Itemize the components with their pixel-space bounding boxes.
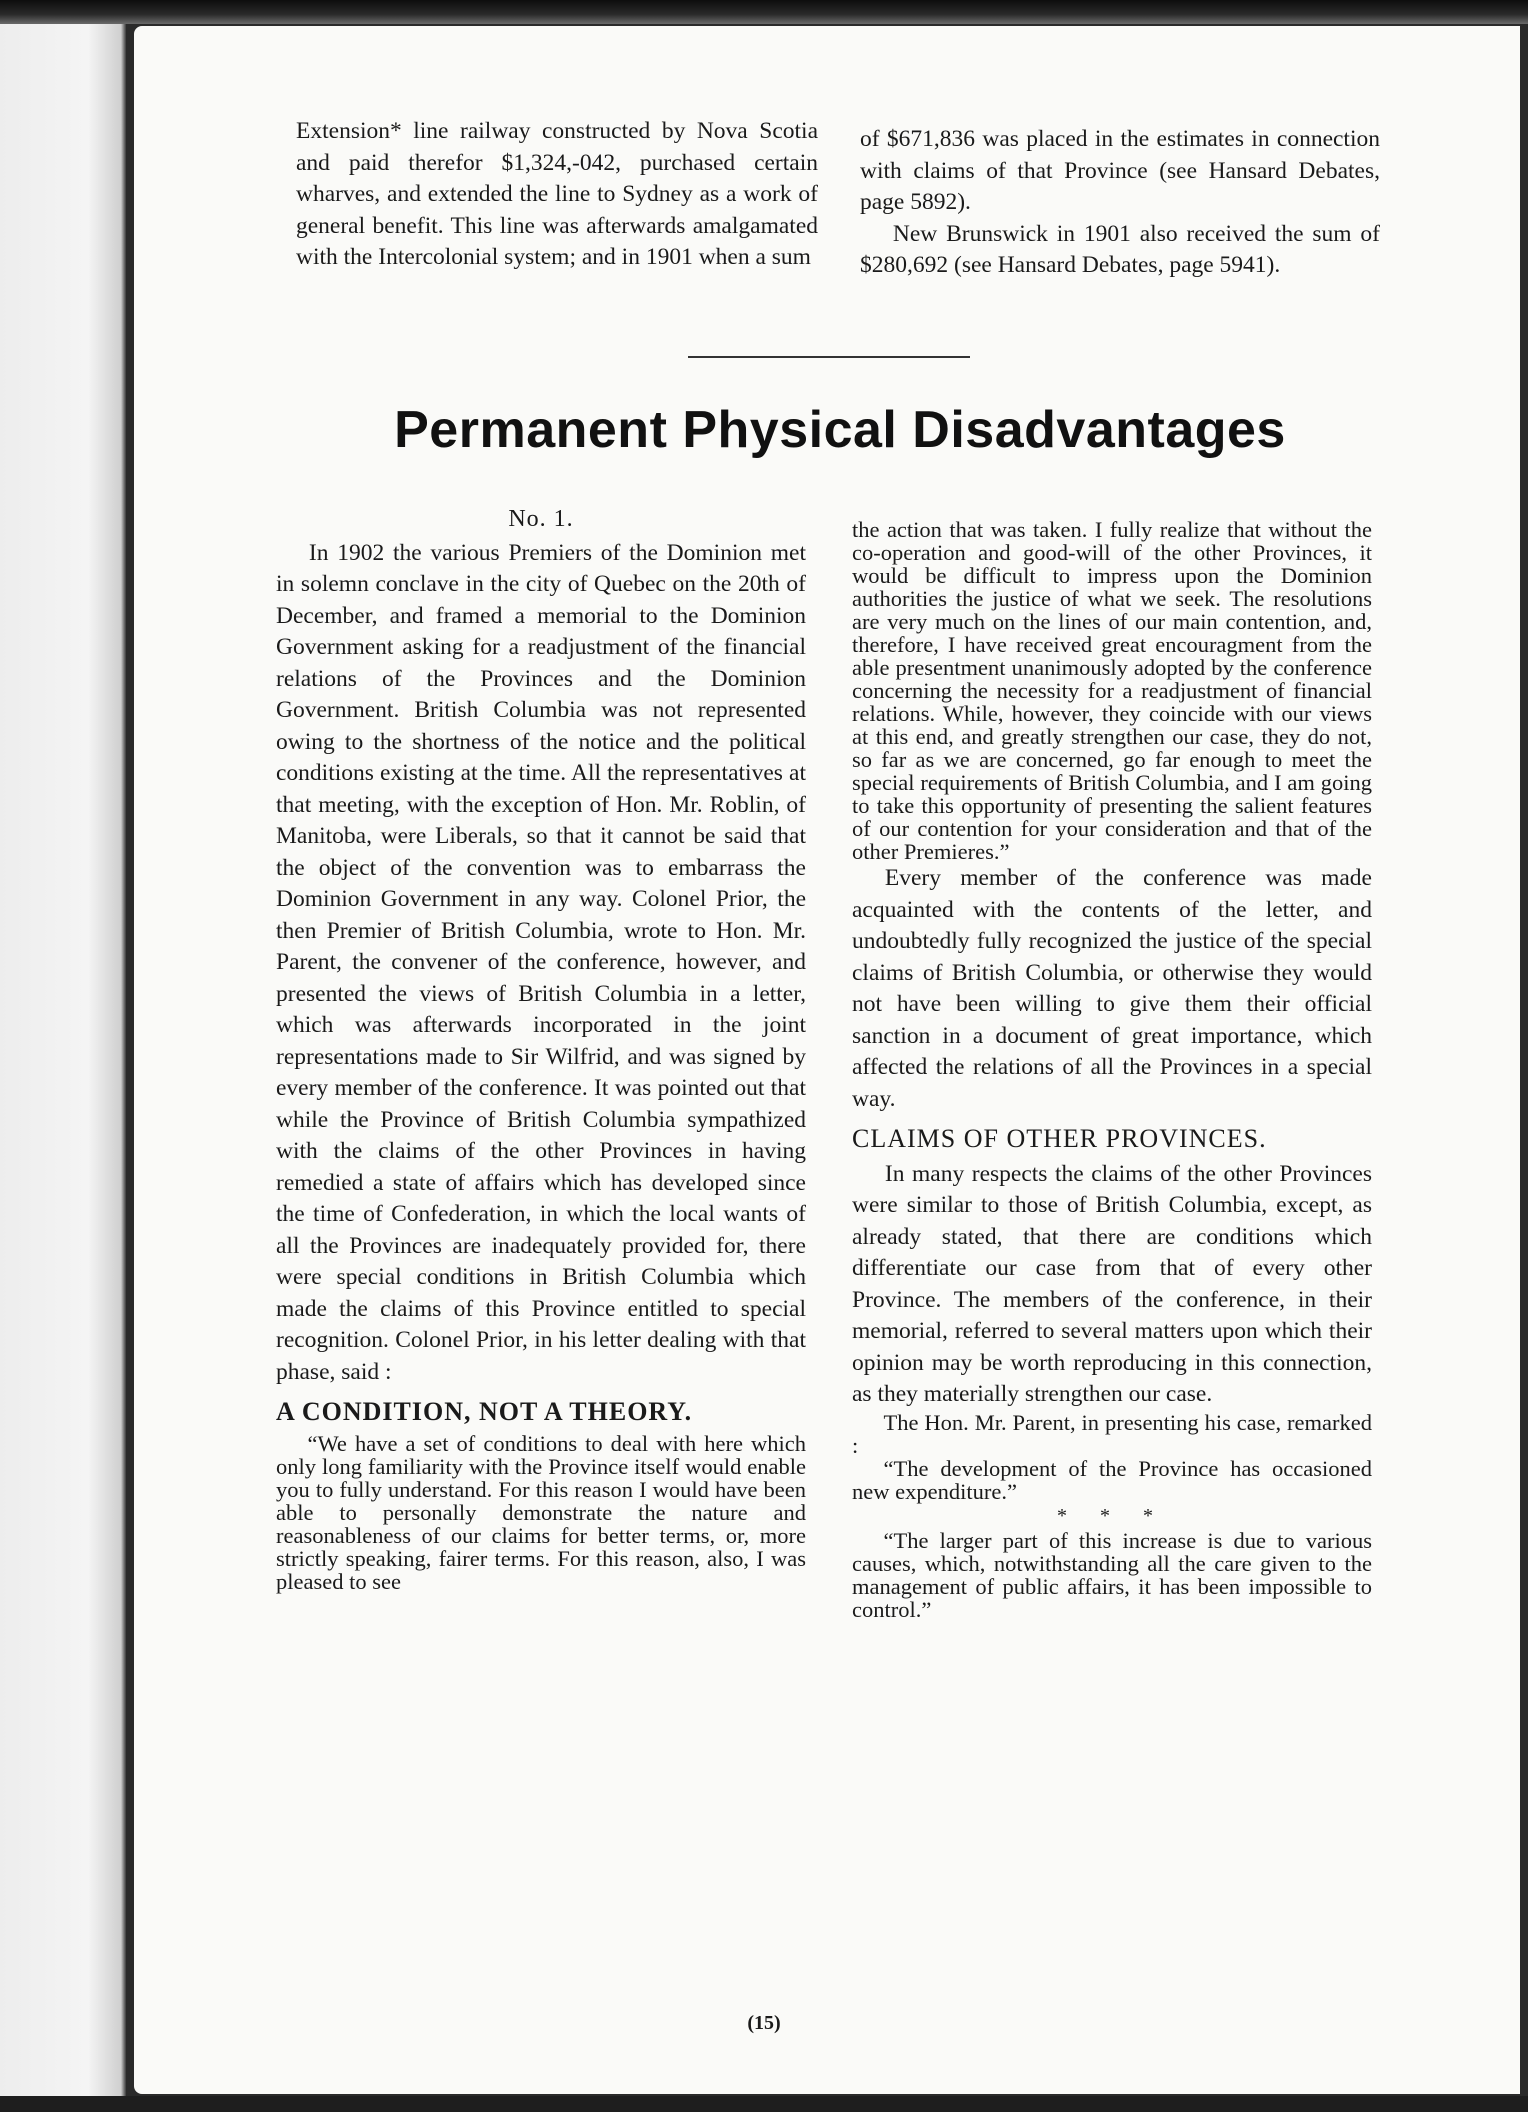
- top-right-paragraph-1: of $671,836 was placed in the estimates in connection with claims of that Province (see Hansard Debates, page 5892).: [860, 126, 1380, 215]
- right-paragraph-3: In many respects the claims of the other Provinces were similar to those of British Columbia, except, as already stated, that there are conditions which differentiate our case from that of every other Province. The members of the conference, in their memorial, referred to several matters upon which their opinion may be worth reproducing in this connection, as they materially strengthen our case.: [852, 1160, 1372, 1407]
- right-paragraph-6: “The larger part of this increase is due to various causes, which, notwithstanding all the care given to the management of public affairs, it has been impossible to control.”: [852, 1527, 1372, 1622]
- left-paragraph-1: In 1902 the various Premiers of the Dominion met in solemn conclave in the city of Quebec on the 20th of December, and framed a memorial to the Dominion Government asking for a readjustment of the financial relations of the Provinces and the Dominion Government. British Columbia was not represented owing to the shortness of the notice and the political conditions existing at the time. All the representatives at that meeting, with the exception of Hon. Mr. Roblin, of Manitoba, were Liberals, so that it cannot be said that the object of the convention was to embarrass the Dominion Government in any way. Colonel Prior, the then Premier of British Columbia, wrote to Hon. Mr. Parent, the convener of the conference, however, and presented the views of British Columbia in a letter, which was afterwards incorporated in the joint representations made to Sir Wilfrid, and was signed by every member of the conference. It was pointed out that while the Province of British Columbia sympathized with the claims of the other Provinces in having remedied a state of affairs which has developed since the time of Confederation, in which the local wants of all the Provinces are inadequately provided for, there were special conditions in British Columbia which made the claims of this Province entitled to special recognition. Colonel Prior, in his letter dealing with that phase, said :: [276, 539, 806, 1385]
- ellipsis-stars: * * *: [1057, 1504, 1167, 1527]
- scan-margin-left: [0, 0, 126, 2112]
- subheading-condition: A CONDITION, NOT A THEORY.: [276, 1397, 693, 1426]
- number-heading: No. 1.: [508, 506, 574, 532]
- right-paragraph-2: Every member of the conference was made acquainted with the contents of the letter, and undoubtedly fully recognized the justice of the special claims of British Columbia, or otherwise they would not have been willing to give them their official sanction in a document of great importance, which affected the relations of all the Provinces in a special way.: [852, 865, 1372, 1112]
- scan-margin-bottom: [0, 2096, 1528, 2112]
- left-main-column: [276, 504, 806, 1593]
- page-number: (15): [747, 2012, 781, 2034]
- top-right-column: [860, 124, 1380, 282]
- left-paragraph-2: “We have a set of conditions to deal with here which only long familiarity with the Province itself would enable you to fully understand. For this reason I would have been able to personally demonstrate the nature and reasonableness of our claims for better terms, or, more strictly speaking, fairer terms. For this reason, also, I was pleased to see: [276, 1430, 806, 1594]
- right-paragraph-4: The Hon. Mr. Parent, in presenting his case, remarked :: [852, 1409, 1372, 1458]
- top-right-paragraph-2: New Brunswick in 1901 also received the sum of $280,692 (see Hansard Debates, page 5941).: [860, 220, 1380, 278]
- top-left-text: Extension* line railway constructed by Nova Scotia and paid therefor $1,324,-042, purchased certain wharves, and extended the line to Sydney as a work of general benefit. This line was afterwards amalgamated with the Intercolonial system; and in 1901 when a sum: [296, 118, 818, 270]
- section-divider: [688, 356, 970, 358]
- subheading-other-provinces: CLAIMS OF OTHER PROVINCES.: [852, 1124, 1267, 1153]
- scan-margin-top: [0, 0, 1528, 24]
- right-paragraph-5: “The development of the Province has occasioned new expenditure.”: [852, 1455, 1372, 1504]
- right-main-column: [852, 518, 1372, 1621]
- top-left-column: [296, 116, 818, 274]
- page-title: Permanent Physical Disadvantages: [394, 401, 1286, 459]
- right-paragraph-1: the action that was taken. I fully realize that without the co-operation and good-will of the other Provinces, it would be difficult to impress upon the Dominion authorities the justice of what we seek. The resolutions are very much on the lines of our main contention, and, therefore, I have received great encouragment from the able presentment unanimously adopted by the conference concerning the necessity for a readjustment of financial relations. While, however, they coincide with our views at this end, and greatly strengthen our case, they do not, so far as we are concerned, go far enough to meet the special requirements of British Columbia, and I am going to take this opportunity of presenting the salient features of our contention for your consideration and that of the other Premieres.”: [852, 517, 1372, 864]
